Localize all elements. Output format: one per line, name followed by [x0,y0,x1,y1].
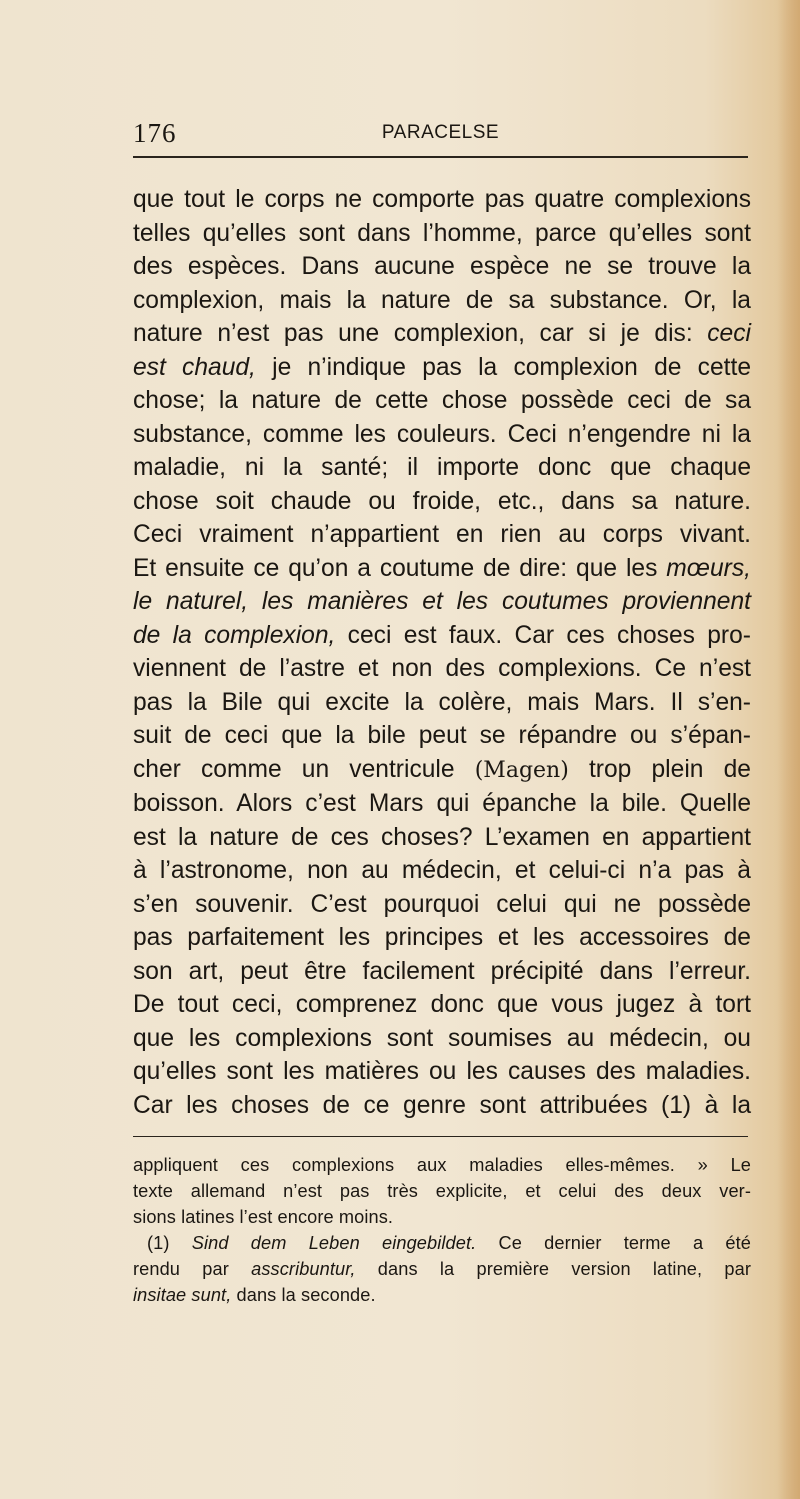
text-line: chose; la nature de cette chose possède ceci de sa [133,387,751,414]
text-line: substance, comme les couleurs. Ceci n’engendre ni la [133,420,751,448]
text-line: est la nature de ces choses? L’examen en appartient [133,823,751,851]
text-line: viennent de l’astre et non des complexions. Ce n’est [133,655,751,682]
footnote-rule [133,1136,748,1137]
text-line: De tout ceci, comprenez donc que vous jugez à tort [133,991,751,1018]
text-line: nature n’est pas une complexion, car si je dis: ceci [133,320,751,347]
italic-phrase: le naturel, les manières et les coutumes proviennent [133,588,751,615]
text-line: Et ensuite ce qu’on a coutume de dire: que les mœurs, [133,554,751,582]
page-header [133,116,748,156]
italic-phrase: de la complexion, [133,621,336,649]
text-line: Ceci vraiment n’appartient en rien au corps vivant. [133,521,751,548]
text-line: que tout le corps ne comporte pas quatre complexions [133,186,751,213]
text-line: est chaud, je n’indique pas la complexion de cette [133,353,751,381]
text-line: pas parfaitement les principes et les accessoires de [133,924,751,951]
text-line: son art, peut être facilement précipité dans l’erreur. [133,957,751,985]
text-line: maladie, ni la santé; il importe donc que chaque [133,454,751,481]
footnote-line: (1) Sind dem Leben eingebildet. Ce dernier terme a été [147,1233,751,1253]
italic-phrase: est chaud, [133,353,256,381]
text-line: pas la Bile qui excite la colère, mais Mars. Il s’en- [133,688,751,716]
header-rule [133,156,748,158]
page-edge-shadow [778,0,800,1499]
page-number: 176 [133,118,177,148]
text-line: telles qu’elles sont dans l’homme, parce qu’elles sont [133,219,751,247]
german-word: (Magen) [474,757,569,783]
text-line: Car les choses de ce genre sont attribuées (1) à la [133,1091,751,1119]
footnote-line: texte allemand n’est pas très explicite, et celui des deux ver- [133,1181,751,1201]
italic-phrase: ceci [707,320,751,347]
text-line: cher comme un ventricule (Magen) trop plein de [133,755,751,783]
text-line: qu’elles sont les matières ou les causes des maladies. [133,1058,751,1085]
text-line [133,585,751,619]
footnote-line: sions latines l’est encore moins. [133,1207,394,1227]
main-text [133,183,751,1122]
footnote-line: insitae sunt, dans la seconde. [133,1285,376,1305]
italic-phrase: asscribuntur, [251,1259,356,1279]
text-line: suit de ceci que la bile peut se répandre ou s’épan- [133,722,751,749]
text-line: s’en souvenir. C’est pourquoi celui qui ne possède [133,890,751,918]
footnote-line: rendu par asscribuntur, dans la première version latine, par [133,1259,751,1279]
italic-phrase: insitae sunt, [133,1285,232,1305]
text-line: à l’astronome, non au médecin, et celui-ci n’a pas à [133,857,751,884]
footnotes [133,1152,751,1308]
italic-phrase: Sind dem Leben eingebildet. [191,1233,477,1253]
italic-phrase: mœurs, [666,554,751,582]
text-line: que les complexions sont soumises au médecin, ou [133,1024,751,1052]
footnote-line: appliquent ces complexions aux maladies elles-mêmes. » Le [133,1155,751,1175]
running-head: PARACELSE [381,122,500,143]
text-line: de la complexion, ceci est faux. Car ces choses pro- [133,621,751,649]
text-line: boisson. Alors c’est Mars qui épanche la bile. Quelle [133,790,751,817]
text-line: complexion, mais la nature de sa substance. Or, la [133,286,751,314]
text-line: chose soit chaude ou froide, etc., dans sa nature. [133,487,751,515]
text-line: des espèces. Dans aucune espèce ne se trouve la [133,253,751,280]
